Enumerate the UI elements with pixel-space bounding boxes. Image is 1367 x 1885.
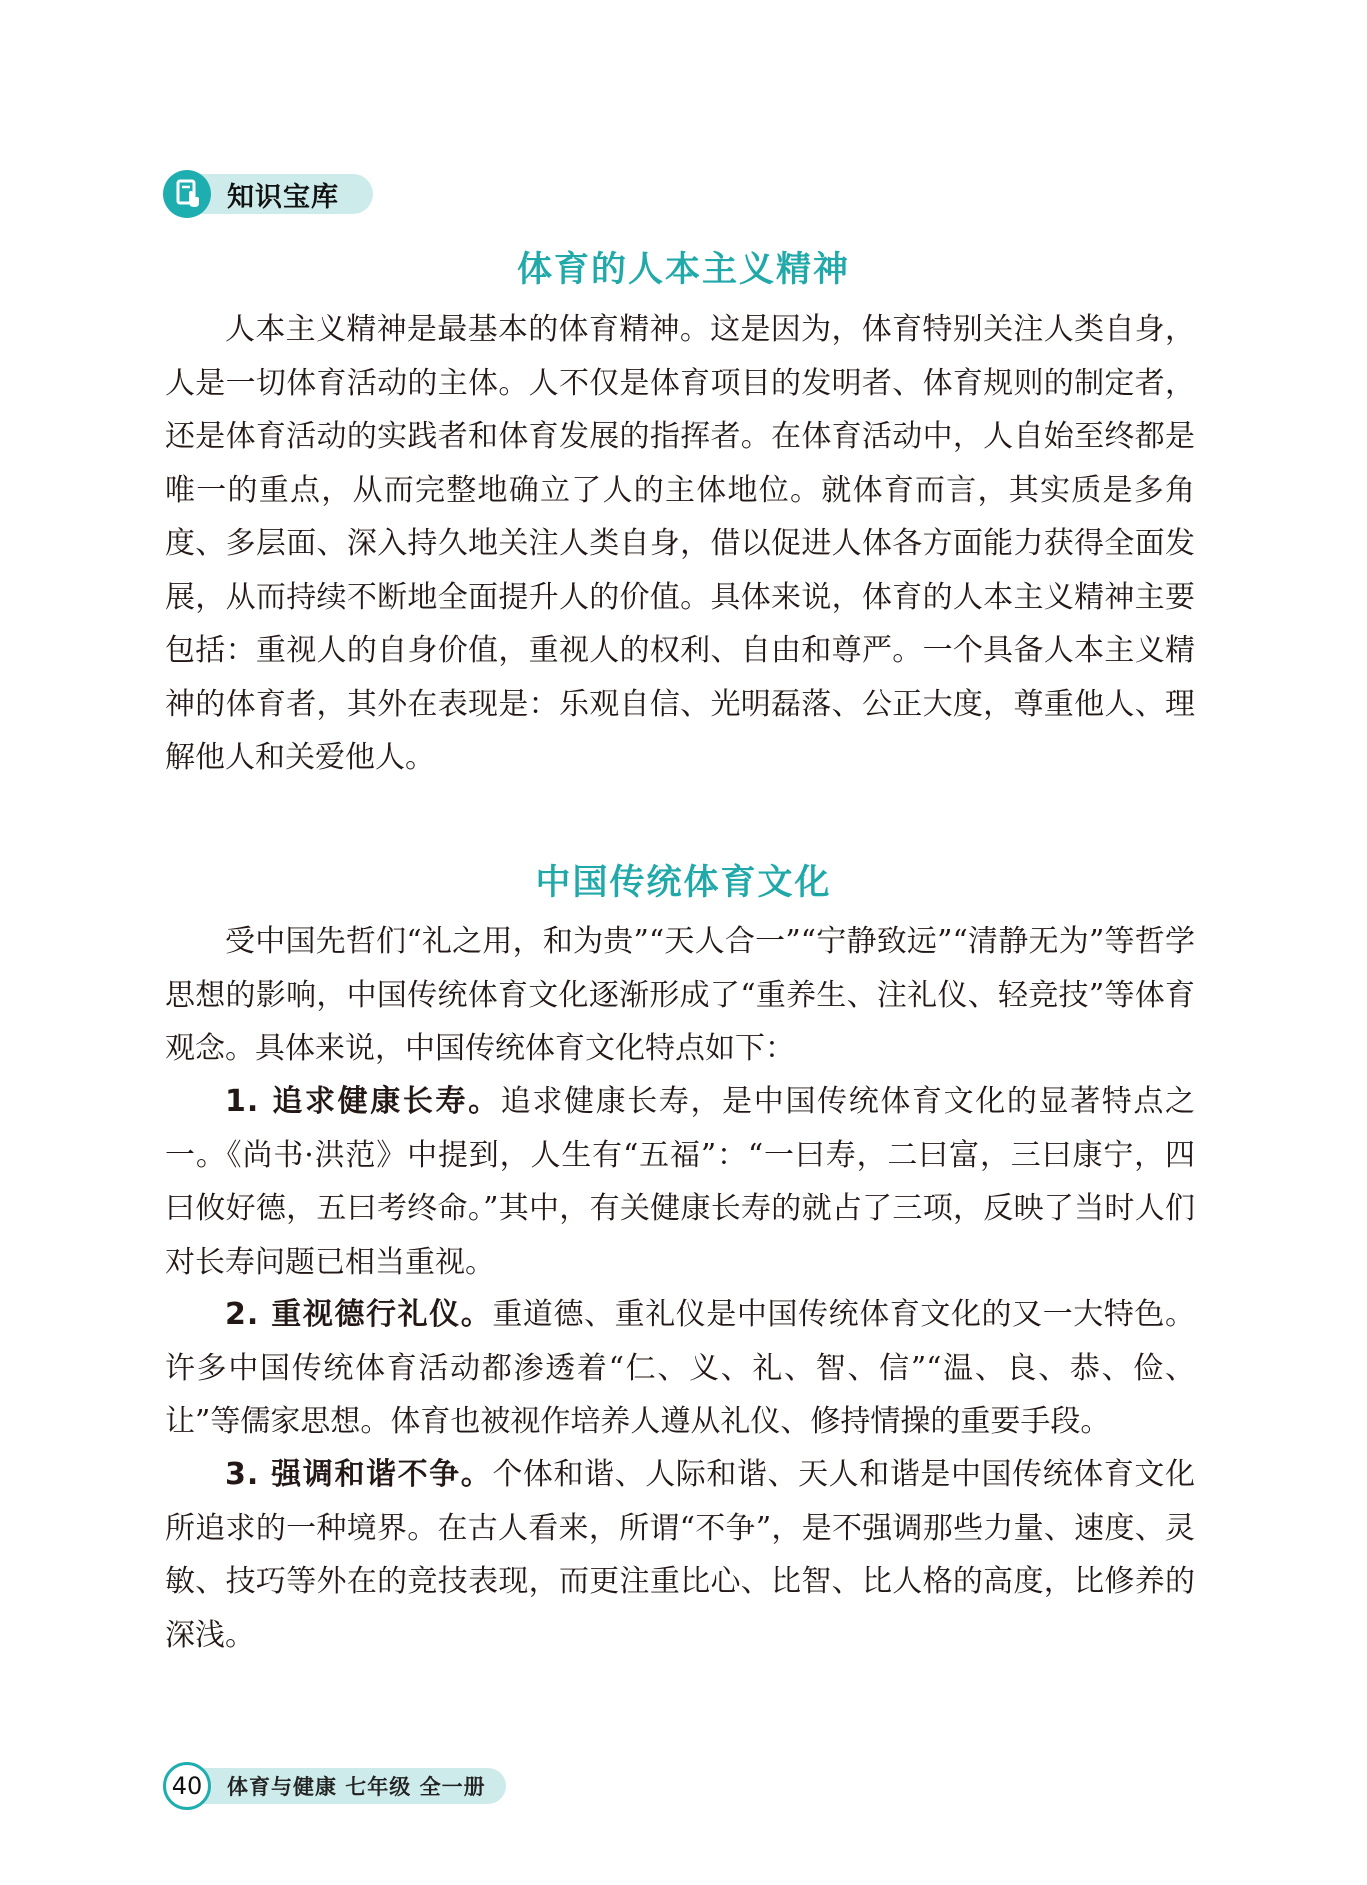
paragraph-text: 个体和谐、人际和谐、天人和谐是中国传统体育文化所追求的一种境界。在古人看来，所谓“不争”，是不强调那些力量、速度、灵敏、技巧等外在的竞技表现，而更注重比心、比智、比人格的高度，比修养的深浅。 — [165, 1457, 1196, 1653]
paragraph-heading: 3. 强调和谐不争。 — [225, 1457, 493, 1492]
badge-label: 知识宝库 — [187, 174, 373, 214]
paragraph — [165, 1288, 1195, 1449]
knowledge-badge — [163, 170, 373, 218]
paragraph-text: 人本主义精神是最基本的体育精神。这是因为，体育特别关注人类自身，人是一切体育活动的主体。人不仅是体育项目的发明者、体育规则的制定者，还是体育活动的实践者和体育发展的指挥者。在体育活动中，人自始至终都是唯一的重点，从而完整地确立了人的主体地位。就体育而言，其实质是多角度、多层面、深入持久地关注人类自身，借以促进人体各方面能力获得全面发展，从而持续不断地全面提升人的价值。具体来说，体育的人本主义精神主要包括：重视人的自身价值，重视人的权利、自由和尊严。一个具备人本主义精神的体育者，其外在表现是：乐观自信、光明磊落、公正大度，尊重他人、理解他人和关爱他人。 — [165, 312, 1195, 775]
paragraph-text: 受中国先哲们“礼之用，和为贵”“天人合一”“宁静致远”“清静无为”等哲学思想的影响，中国传统体育文化逐渐形成了“重养生、注礼仪、轻竞技”等体育观念。具体来说，中国传统体育文化特点如下： — [165, 924, 1195, 1066]
page-number: 40 — [163, 1762, 211, 1810]
paragraph — [165, 303, 1195, 785]
paragraph — [165, 1448, 1195, 1662]
section-title: 体育的人本主义精神 — [516, 250, 850, 290]
book-finger-icon — [163, 170, 211, 218]
section-title: 中国传统体育文化 — [535, 863, 832, 903]
paragraph-heading: 2. 重视德行礼仪。 — [225, 1297, 493, 1332]
paragraph-text: 追求健康长寿，是中国传统体育文化的显著特点之一。《尚书·洪范》中提到，人生有“五福”：“一曰寿，二曰富，三曰康宁，四曰攸好德，五曰考终命。”其中，有关健康长寿的就占了三项，反映了当时人们对长寿问题已相当重视。 — [165, 1084, 1196, 1280]
paragraph — [165, 915, 1195, 1076]
paragraph-text: 重道德、重礼仪是中国传统体育文化的又一大特色。许多中国传统体育活动都渗透着“仁、义、礼、智、信”“温、良、恭、俭、让”等儒家思想。体育也被视作培养人遵从礼仪、修持情操的重要手段。 — [165, 1297, 1196, 1439]
book-title: 体育与健康 七年级 全一册 — [197, 1768, 506, 1804]
paragraph-heading: 1. 追求健康长寿。 — [225, 1084, 501, 1119]
paragraph — [165, 1075, 1195, 1289]
page-footer — [163, 1762, 506, 1810]
